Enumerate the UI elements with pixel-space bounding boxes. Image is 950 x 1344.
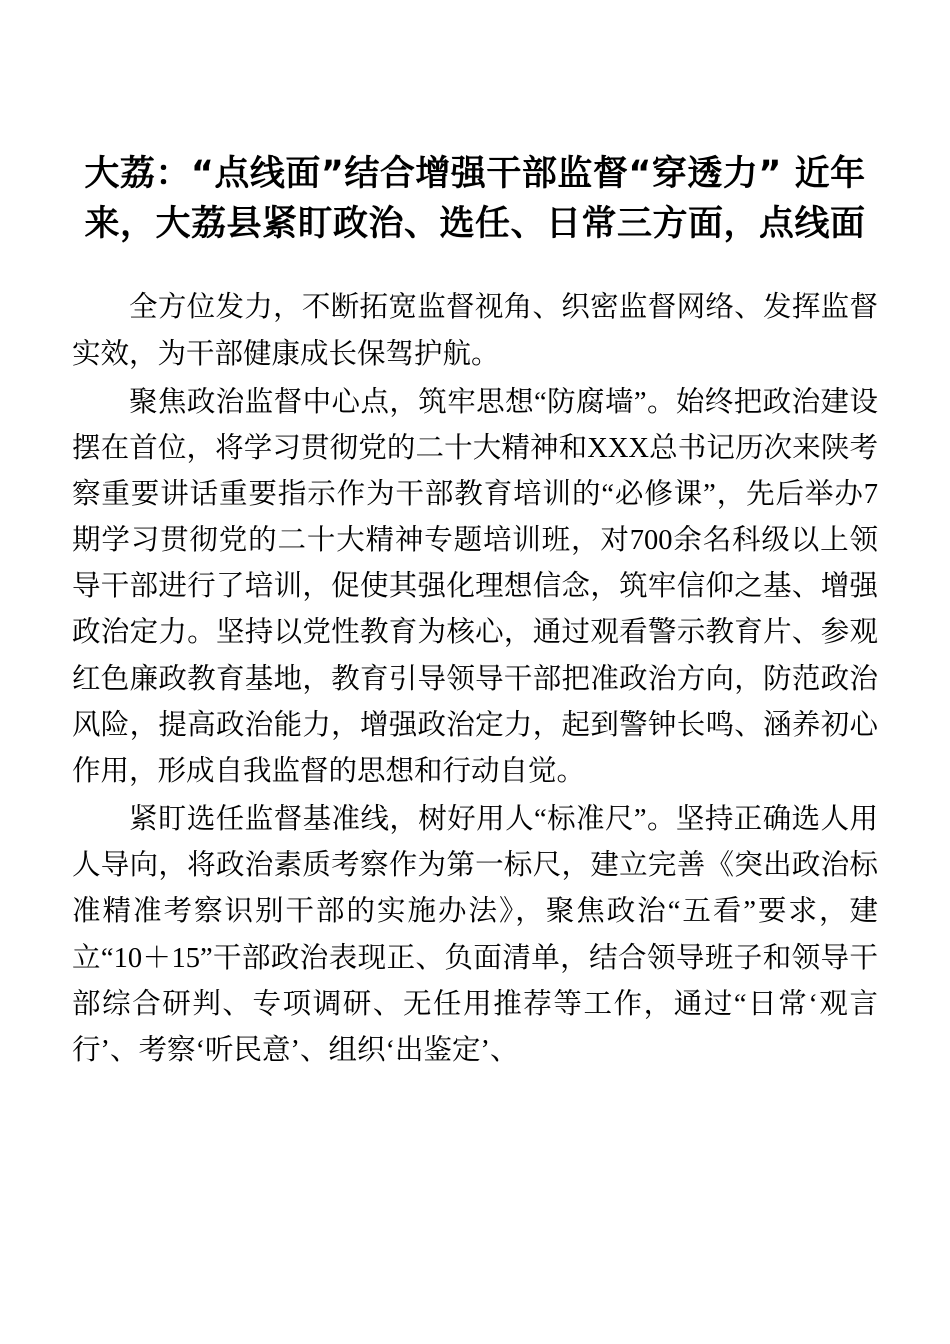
paragraph: 聚焦政治监督中心点，筑牢思想“防腐墙”。始终把政治建设摆在首位，将学习贯彻党的二十大精神和XXX总书记历次来陕考察重要讲话重要指示作为干部教育培训的“必修课”，先后举办7期学习贯彻党的二十大精神专题培训班，对700余名科级以上领导干部进行了培训，促使其强化理想信念，筑牢信仰之基、增强政治定力。坚持以党性教育为核心，通过观看警示教育片、参观红色廉政教育基地，教育引导领导干部把准政治方向，防范政治风险，提高政治能力，增强政治定力，起到警钟长鸣、涵养初心作用，形成自我监督的思想和行动自觉。	[72, 386, 878, 787]
document-body	[72, 285, 878, 1074]
paragraph: 紧盯选任监督基准线，树好用人“标准尺”。坚持正确选人用人导向，将政治素质考察作为第一标尺，建立完善《突出政治标准精准考察识别干部的实施办法》，聚焦政治“五看”要求，建立“10＋15”干部政治表现正、负面清单，结合领导班子和领导干部综合研判、专项调研、无任用推荐等工作，通过“日常‘观言行’、考察‘听民意’、组织‘出鉴定’、	[72, 804, 878, 1066]
paragraph: 全方位发力，不断拓宽监督视角、织密监督网络、发挥监督实效，为干部健康成长保驾护航。	[72, 292, 878, 370]
page-title: 大荔：“点线面”结合增强干部监督“穿透力” 近年来，大荔县紧盯政治、选任、日常三方面，点线面	[84, 154, 866, 244]
